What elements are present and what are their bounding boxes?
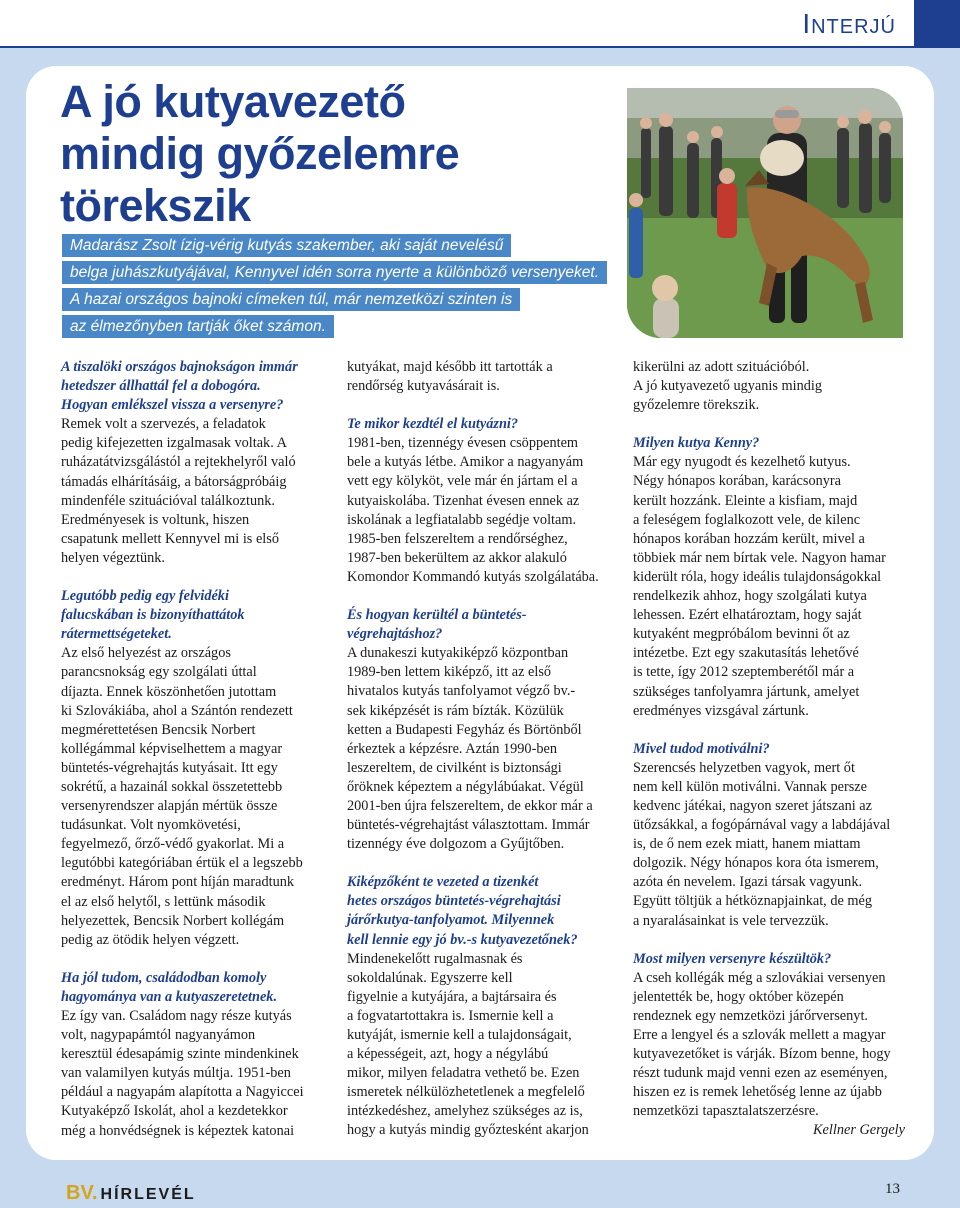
article-photo: [627, 88, 903, 338]
header-tab: [914, 0, 960, 48]
publication-logo: [66, 1182, 196, 1205]
interview-answer: A cseh kollégák még a szlovákiai versenyen jelentették be, hogy október közepén rendeznek egy nemzetközi járőrversenyt. Erre a lengyel és a szlovák mellett a magyar kutyavezetőket is várják. Bízom benne, hogy részt tudunk majd venni ezen az eseményen, hiszen ez is remek lehetőség lenne az újabb nemzetközi tapasztalatszerzésre.: [633, 969, 891, 1120]
paragraph-gap: [61, 950, 319, 969]
section-label: [802, 8, 896, 40]
paragraph-gap: [347, 854, 615, 873]
interview-question: Legutóbb pedig egy felvidéki falucskában is bizonyíthattátok rátermettségeteket.: [61, 588, 245, 643]
interview-answer: Az első helyezést az országos parancsnokság egy szolgálati úttal díjazta. Ennek köszönhetően jutottam ki Szlovákiába, ahol a Szántón rendezett megmérettetésen Bencsik Norbert kollégámmal képviselhettem a magyar büntetés-végrehajtás kutyásait. Itt egy sokrétű, a hazainál sokkal összetettebb versenyrendszer alapján mértük össze tudásunkat. Volt nyomkövetési, fegyelmező, őrző-védő gyakorlat. Mi a legutóbbi kategóriában értük el a legszebb eredményt. Három pont híján maradtunk el az első helytől, s lettünk második helyezettek, Bencsik Norbert kollégám pedig az ötödik helyen végzett.: [61, 645, 303, 948]
section-label-initial: I: [802, 8, 812, 39]
paragraph-gap: [61, 568, 319, 587]
interview-question: Mivel tudod motiválni?: [633, 740, 770, 757]
interview-answer: Remek volt a szervezés, a feladatok pedig kifejezetten izgalmasak voltak. A ruházatátvizsgálástól a rejtekhelyről való támadás elhárításáig, a bátorságpróbáig mindenféle szituációval találkoztunk. Eredményesek is voltunk, hiszen csapatunk mellett Kennyvel mi is első helyen végeztünk.: [61, 416, 296, 566]
paragraph-gap: [347, 396, 615, 415]
interview-question: Te mikor kezdtél el kutyázni?: [347, 416, 519, 433]
paragraph-gap: [633, 415, 905, 434]
interview-question: A tiszalöki országos bajnokságon immár hetedszer állhattál fel a dobogóra. Hogyan emlékszel vissza a versenyre?: [61, 359, 298, 414]
interview-question: Ha jól tudom, családodban komoly hagyománya van a kutyaszeretetnek.: [61, 969, 278, 1005]
paragraph-gap: [633, 931, 905, 950]
logo-text: HÍRLEVÉL: [100, 1186, 196, 1203]
interview-answer: kutyákat, majd később itt tartották a rendőrség kutyavásárait is.: [347, 359, 553, 395]
interview-question: És hogyan kerültél a büntetés- végrehajtáshoz?: [347, 607, 527, 643]
dog-training-photo-icon: [627, 88, 903, 338]
interview-answer: 1981-ben, tizennégy évesen csöppentem bele a kutyás létbe. Amikor a nagyanyám vett egy kölyköt, vele már én jártam el a kutyaiskolába. Tizenhat évesen ennek az iskolának a legfiatalabb segédje voltam. 1985-ben felszereltem a rendőrséghez, 1987-ben bekerültem az akkor alakuló Komondor Kommandó kutyás szolgálatába.: [347, 435, 599, 585]
text-column-3: [633, 358, 905, 1141]
paragraph-gap: [347, 587, 615, 606]
interview-answer: Ez így van. Családom nagy része kutyás volt, nagypapámtól nagyanyámon keresztül édesapámig szinte mindenkinek van valamilyen kutyás múltja. 1951-ben például a nagyapám alapította a Nagyiccei Kutyaképző Iskolát, ahol a kezdetekkor még a honvédségnek is képeztek katonai: [61, 1008, 304, 1139]
lead-line: A hazai országos bajnoki címeken túl, már nemzetközi szinten is: [62, 288, 520, 311]
lead-line: Madarász Zsolt ízig-vérig kutyás szakember, aki saját nevelésű: [62, 234, 511, 257]
interview-question: Most milyen versenyre készültök?: [633, 950, 832, 967]
lead-line: belga juhászkutyájával, Kennyvel idén sorra nyerte a különböző versenyeket.: [62, 261, 607, 284]
logo-mark: BV.: [66, 1182, 98, 1204]
interview-answer: Már egy nyugodt és kezelhető kutyus. Négy hónapos korában, karácsonyra került hozzánk. Eleinte a kisfiam, majd a feleségem foglalkozott vele, de kilenc hónapos korában hozzám került, mivel a többiek már nem bírtak vele. Nagyon hamar kiderült róla, hogy ideális tulajdonságokkal rendelkezik ahhoz, hogy szolgálati kutya lehessen. Ezért elhatároztam, hogy saját kutyaként megpróbálom bevinni őt az intézetbe. Ezt egy szakutasítás lehetővé is tette, így 2012 szeptemberétől már a szükséges tanfolyamra jártunk, amelyet eredményes vizsgával zártunk.: [633, 454, 886, 719]
page-header: [0, 0, 960, 48]
interview-question: Kiképzőként te vezeted a tizenkét hetes országos büntetés-végrehajtási járőrkutya-tanfolyamot. Milyennek kell lennie egy jó bv.-s kutyavezetőnek?: [347, 874, 578, 948]
interview-question: Milyen kutya Kenny?: [633, 435, 760, 452]
article-title: A jó kutyavezető mindig győzelemre törekszik: [60, 76, 460, 231]
section-label-rest: NTERJÚ: [811, 16, 896, 38]
lead-line: az élmezőnyben tartják őket számon.: [62, 315, 334, 338]
text-column-2: [347, 358, 615, 1141]
paragraph-gap: [633, 721, 905, 740]
text-column-1: [61, 358, 319, 1141]
author-signature: Kellner Gergely: [813, 1122, 905, 1139]
page-number: 13: [885, 1181, 900, 1197]
interview-answer: Mindenekelőtt rugalmasnak és sokoldalúnak. Egyszerre kell figyelnie a kutyájára, a bajtársaira és a fogvatartottakra is. Ismernie kell a kutyáját, ismernie kell a tulajdonságait, a képességeit, azt, hogy a négylábú mikor, milyen feladatra vethető be. Ezen ismeretek nélkülözhetetlenek a megfelelő intézkedéshez, amelyhez szükséges az is, hogy a kutyás mindig győztesként akarjon: [347, 950, 589, 1139]
interview-answer: Szerencsés helyzetben vagyok, mert őt nem kell külön motiválni. Vannak persze kedvenc játékai, nagyon szeret játszani az ütőzsákkal, a fogópárnával vagy a labdájával is, de ő nem ezek miatt, hanem miattam dolgozik. Négy hónapos kora óta ismerem, azóta én nevelem. Igazi társak vagyunk. Együtt töltjük a hétköznapjainkat, de még a nyaralásainkat is vele tervezzük.: [633, 759, 891, 929]
interview-answer: A dunakeszi kutyakiképző központban 1989-ben lettem kiképző, itt az első hivatalos kutyás tanfolyamot végző bv.- sek kiképzését is rám bízták. Közülük ketten a Budapesti Fegyház és Börtönből érkeztek a képzésre. Aztán 1990-ben leszereltem, de civilként is biztonsági őröknek képeztem a négylábúakat. Végül 2001-ben újra felszereltem, de ekkor már a büntetés-végrehajtást választottam. Immár tizennégy éve dolgozom a Gyűjtőben.: [347, 645, 593, 853]
article-lead: [62, 234, 602, 342]
interview-answer: kikerülni az adott szituációból. A jó kutyavezető ugyanis mindig győzelemre törekszik.: [633, 359, 823, 414]
